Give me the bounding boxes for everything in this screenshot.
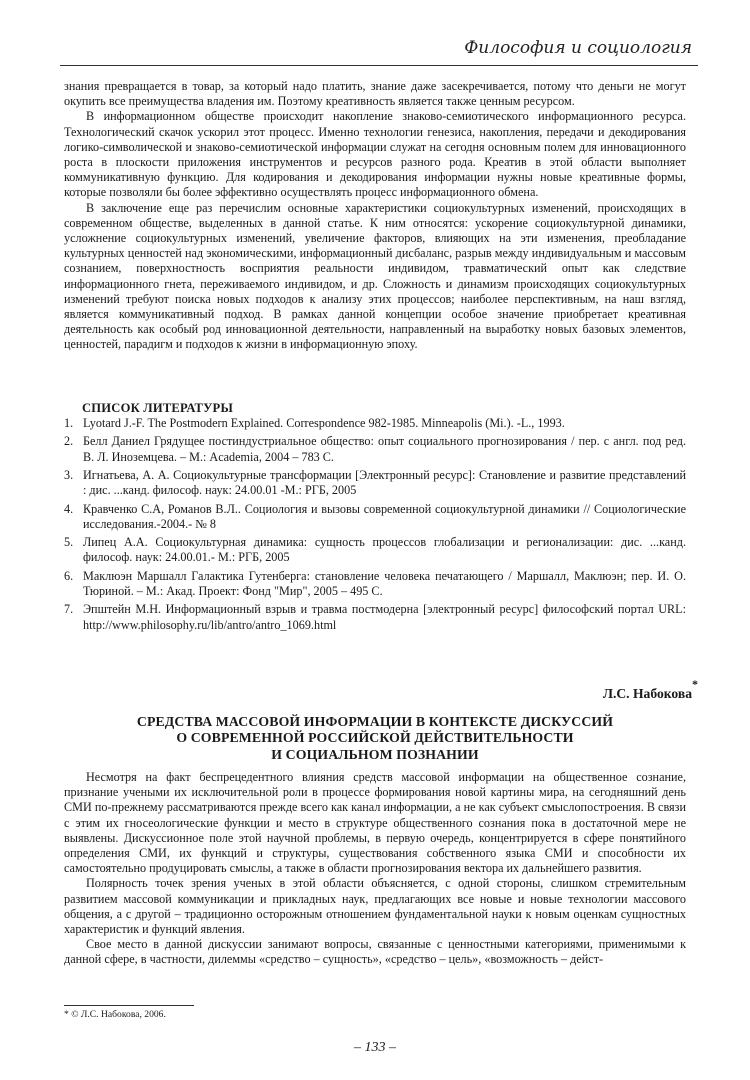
reference-number: 4. <box>64 501 74 516</box>
reference-item <box>64 569 686 599</box>
reference-item <box>64 468 686 498</box>
intro-section <box>64 79 686 353</box>
reference-item <box>64 416 686 431</box>
paragraph: Несмотря на факт беспрецедентного влияния средств массовой информации на общественное сознание, признание учеными их исключительной роли в процессе формирования новой картины мира, на сегодняшний день СМИ по-прежнему рассматриваются прежде всего как канал информации, а не как субъект смыслопостроения. В связи с этим их гносеологические функции и место в структуре общественного сознания пока в достаточной мере не выявлены. Дискуссионное поле этой научной проблемы, в первую очередь, концентрируется в сфере понятийного определения СМИ, их функций и структуры, существования собственного языка СМИ и способности их самостоятельно продуцировать смыслы, а также в области прогнозирования вектора их дальнейшего развития. <box>64 770 686 876</box>
reference-text: Белл Даниел Грядущее постиндустриальное общество: опыт социального прогнозирования / пер. с англ. под ред. В. Л. Иноземцева. – М.: Academia, 2004 – 783 С. <box>83 434 686 464</box>
reference-number: 3. <box>64 467 74 482</box>
article-title-line: О СОВРЕМЕННОЙ РОССИЙСКОЙ ДЕЙСТВИТЕЛЬНОСТИ <box>176 730 574 746</box>
reference-number: 7. <box>64 602 74 617</box>
article-author <box>602 677 698 702</box>
reference-text: Эпштейн М.Н. Информационный взрыв и травма постмодерна [электронный ресурс] философский портал URL: http://www.philosophy.ru/lib/antro/antro_1069.html <box>83 602 686 632</box>
reference-text: Маклюэн Маршалл Галактика Гутенберга: становление человека печатающего / Маршалл, Маклюэн; пер. И. О. Тюриной. – М.: Акад. Проект: Фонд "Мир", 2005 – 495 С. <box>83 568 686 598</box>
references-list <box>64 416 686 636</box>
references-heading: СПИСОК ЛИТЕРАТУРЫ <box>82 401 234 415</box>
article-title <box>64 714 686 763</box>
reference-item <box>64 434 686 464</box>
paragraph: Свое место в данной дискуссии занимают вопросы, связанные с ценностными категориями, применимыми к данной сфере, в частности, дилеммы «средство – сущность», «средство – цель», «возможность – дейст- <box>64 937 686 967</box>
reference-text: Lyotard J.-F. The Postmodern Explained. Correspondence 982-1985. Minneapolis (Mi.). -L., 1993. <box>83 416 565 430</box>
footnote-rule <box>64 1005 194 1006</box>
reference-text: Кравченко С.А, Романов В.Л.. Социология и вызовы современной социокультурной динамики // Социологические исследования.-2004.- № 8 <box>83 501 686 531</box>
reference-item <box>64 535 686 565</box>
paragraph: В информационном обществе происходит накопление знаково-семиотического информационного ресурса. Технологический скачок ускорил этот процесс. Именно технологии генезиса, накопления, передачи и декодирования логико-символической и знаково-семиотической информации служат на сегодня основным полем для инновационного роста в плоскости приложения инструментов и ресурсов разного рода. Креатив в этой области выполняет коммуникативную функцию. Для кодирования и декодирования информации нужны новые креативные формы, которые позволяли бы более эффективно осуществлять процесс информационного обмена. <box>64 109 686 200</box>
reference-text: Липец А.А. Социокультурная динамика: сущность процессов глобализации и регионализации: дис. ...канд. философ. наук: 24.00.01.- М.: РГБ, 2005 <box>83 535 686 565</box>
article-body <box>64 770 686 968</box>
page-number: – 133 – <box>354 1040 396 1055</box>
reference-number: 6. <box>64 568 74 583</box>
reference-number: 5. <box>64 535 74 550</box>
reference-number: 2. <box>64 434 74 449</box>
article-title-line: СРЕДСТВА МАССОВОЙ ИНФОРМАЦИИ В КОНТЕКСТЕ ДИСКУССИЙ <box>136 714 614 729</box>
author-footnote-mark: * <box>692 677 698 691</box>
paragraph: В заключение еще раз перечислим основные характеристики социокультурных изменений, происходящих в современном обществе, выделенных в данной статье. К ним относятся: ускорение социокультурной динамики, усложнение социокультурных изменений, увеличение факторов, влияющих на эти изменения, преобладание культурных ценностей над экономическими, информационный дисбаланс, разрыв между индивидуальным и массовым сознанием, поверхностность восприятия реальности индивидом, травматический опыт как следствие информационного гнета, переживаемого индивидом, и др. Сложность и динамизм происходящих социокультурных изменений требуют поиска новых подходов к анализу этих процессов; наиболее перспективным, на наш взгляд, является коммуникативный подход. В рамках данной концепции особое значение приобретает креативная деятельность как особый род инновационной деятельности, направленный на выработку новых базовых элементов, ценностей, парадигм и подходов к жизни в информационную эпоху. <box>64 200 686 352</box>
reference-number: 1. <box>64 416 74 430</box>
author-name: Л.С. Набокова <box>602 686 692 701</box>
paragraph-continuation: знания превращается в товар, за который надо платить, знание даже засекречивается, потому что деньги не могут окупить все преимущества владения им. Поэтому креативность является также ценным ресурсом. <box>64 79 686 109</box>
reference-item <box>64 502 686 532</box>
reference-text: Игнатьева, А. А. Социокультурные трансформации [Электронный ресурс]: Становление и развитие представлений : дис. ...канд. философ. наук: 24.00.01 -М.: РГБ, 2005 <box>83 467 686 498</box>
reference-item <box>64 602 686 632</box>
footnote: * © Л.С. Набокова, 2006. <box>64 1009 166 1020</box>
paragraph: Полярность точек зрения ученых в этой области объясняется, с одной стороны, слишком стремительным развитием массовой коммуникации и прикладных наук, предлагающих все новые и новые технологии массового общения, а с другой – традиционно осторожным отношением фундаментальной науки к новым оценкам сущностных характеристик и функций явления. <box>64 876 686 937</box>
running-header: Философия и социология <box>464 38 692 58</box>
article-title-line: И СОЦИАЛЬНОМ ПОЗНАНИИ <box>271 746 479 762</box>
header-rule <box>60 65 698 66</box>
